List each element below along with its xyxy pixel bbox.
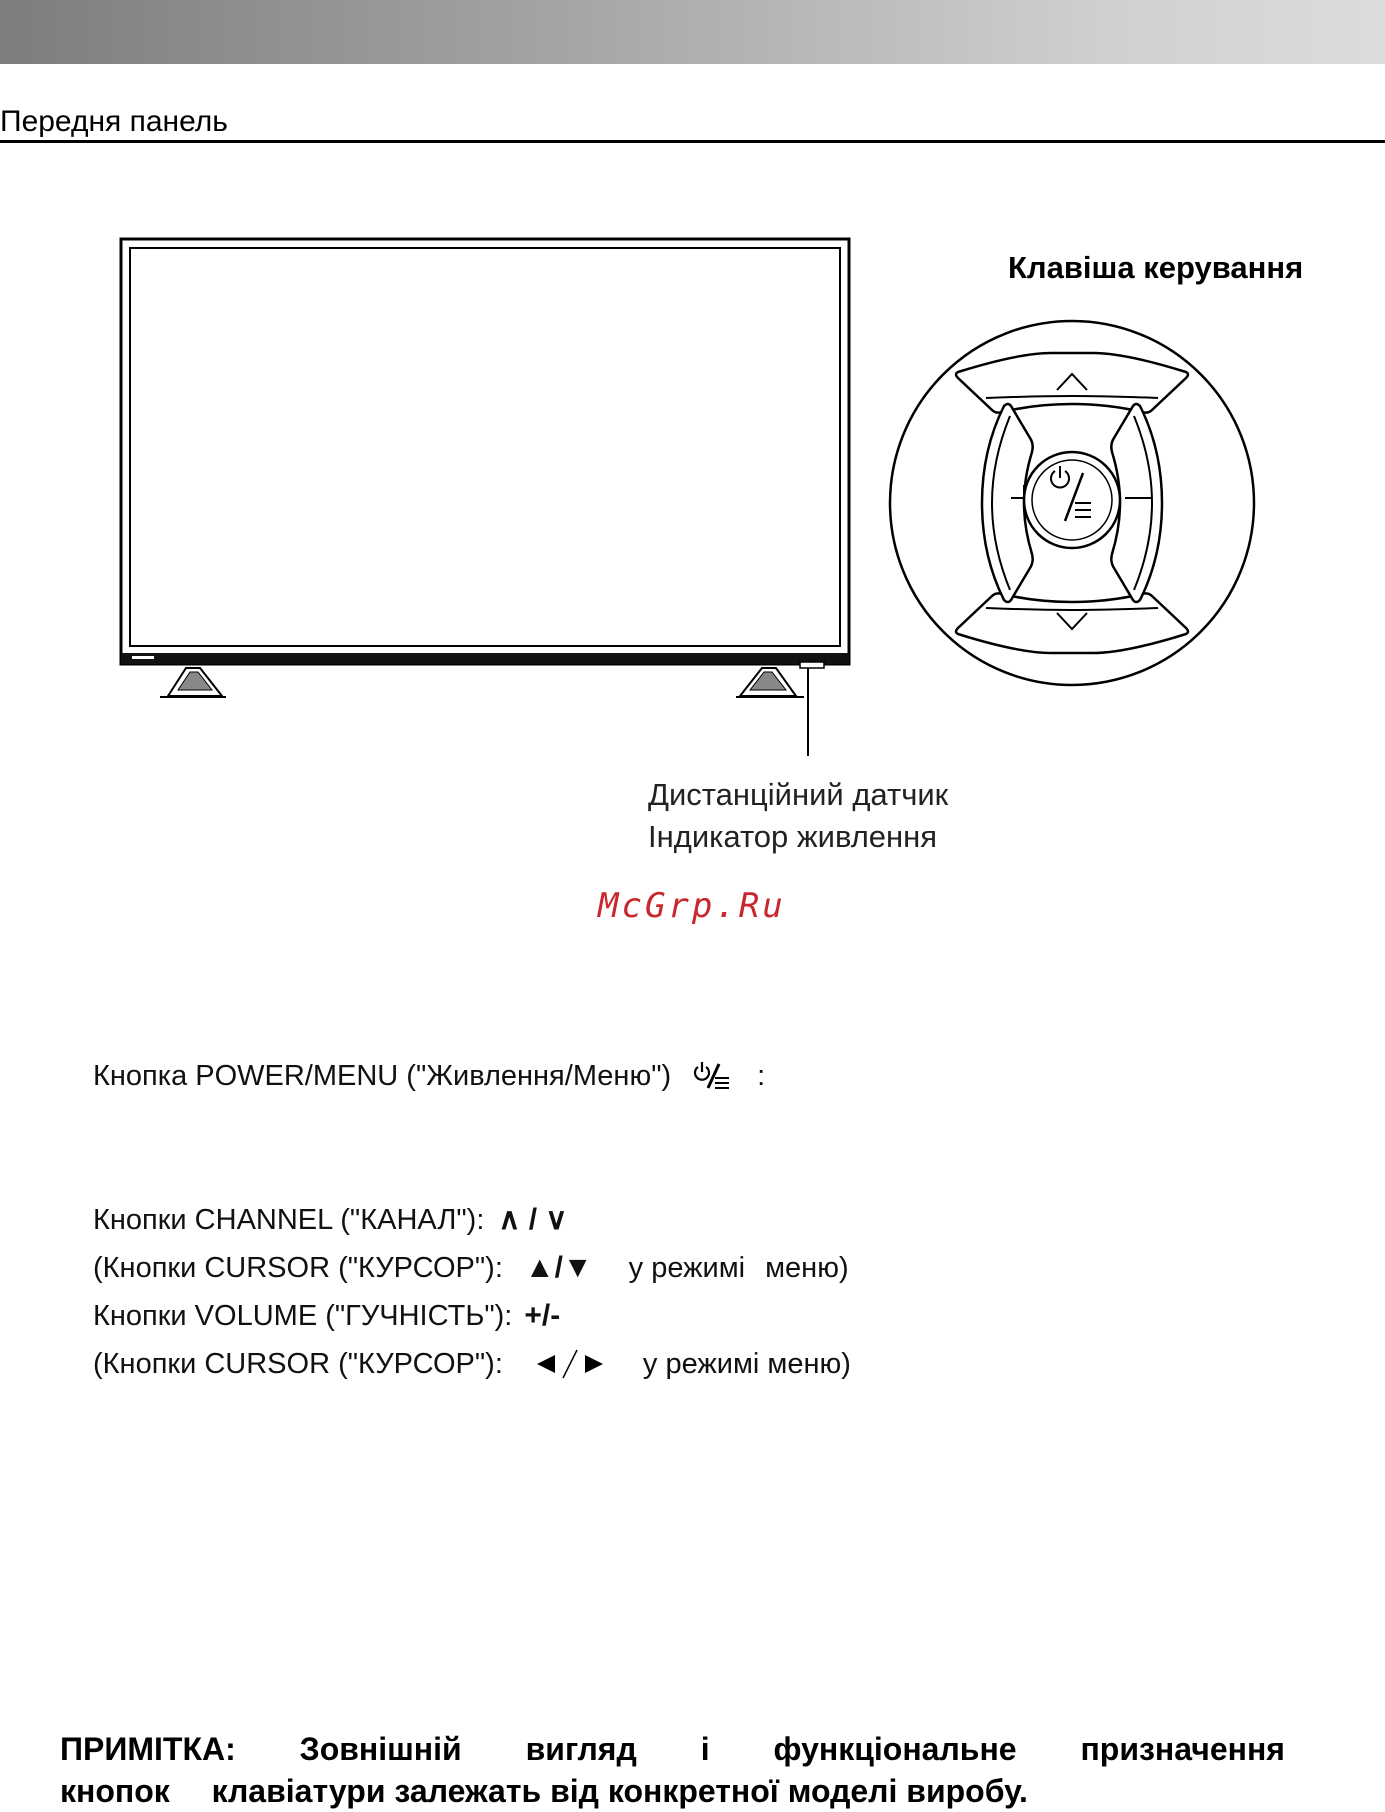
tv-stand-right: [736, 668, 804, 697]
note-word: призначення: [1080, 1731, 1285, 1767]
power-menu-text: Кнопка POWER/MENU ("Живлення/Меню"): [93, 1060, 672, 1092]
note-line-1: [60, 1728, 1285, 1770]
volume-symbols: +/-: [524, 1299, 561, 1332]
note-word: кнопок: [60, 1773, 170, 1809]
cursor-up-down-description: [93, 1250, 849, 1286]
power-menu-suffix: :: [757, 1060, 766, 1092]
channel-symbols: ∧ / ∨: [498, 1203, 568, 1236]
note-word: Зовнішній: [299, 1731, 462, 1767]
keypad-title: Клавіша керування: [1008, 250, 1304, 285]
cursor-left-right-description: [93, 1346, 851, 1382]
power-indicator-label: Індикатор живлення: [648, 819, 938, 854]
keypad-down-button[interactable]: [956, 593, 1188, 653]
cursor-2-text: (Кнопки CURSOR ("КУРСОР"):: [93, 1348, 503, 1380]
cursor-1-text: (Кнопки CURSOR ("КУРСОР"):: [93, 1252, 503, 1284]
keypad-power-menu-button[interactable]: [1024, 452, 1120, 548]
section-title: Передня панель: [0, 105, 228, 138]
note-word: вигляд: [525, 1731, 637, 1767]
tv-illustration: [121, 239, 849, 756]
power-menu-icon: [693, 1058, 741, 1094]
note-word: функціональне: [773, 1731, 1017, 1767]
channel-text: Кнопки CHANNEL ("КАНАЛ"):: [93, 1204, 485, 1236]
left-right-arrows-icon: [533, 1346, 611, 1382]
volume-description: [93, 1298, 560, 1334]
tv-stand-left: [160, 668, 226, 697]
cursor-1-menu: меню): [765, 1252, 849, 1284]
channel-description: [93, 1202, 567, 1238]
note-word: і: [700, 1731, 710, 1767]
watermark: McGrp.Ru: [598, 886, 786, 926]
cursor-up-down-symbols: ▲/▼: [524, 1251, 593, 1284]
note: [60, 1728, 1285, 1812]
cursor-2-mode: у режимі меню): [642, 1348, 851, 1380]
control-keypad: [890, 321, 1254, 685]
volume-text: Кнопки VOLUME ("ГУЧНІСТЬ"):: [93, 1300, 513, 1332]
note-word: ПРИМІТКА:: [60, 1731, 236, 1767]
note-text: клавіатури залежать від конкретної моделі виробу.: [211, 1773, 1028, 1809]
remote-sensor-label: Дистанційний датчик: [648, 777, 949, 812]
keypad-up-button[interactable]: [956, 353, 1188, 413]
note-line-2: [60, 1770, 1285, 1812]
cursor-1-mode: у режимі: [628, 1252, 746, 1284]
power-menu-description: [93, 1058, 765, 1094]
remote-sensor: [800, 662, 824, 668]
